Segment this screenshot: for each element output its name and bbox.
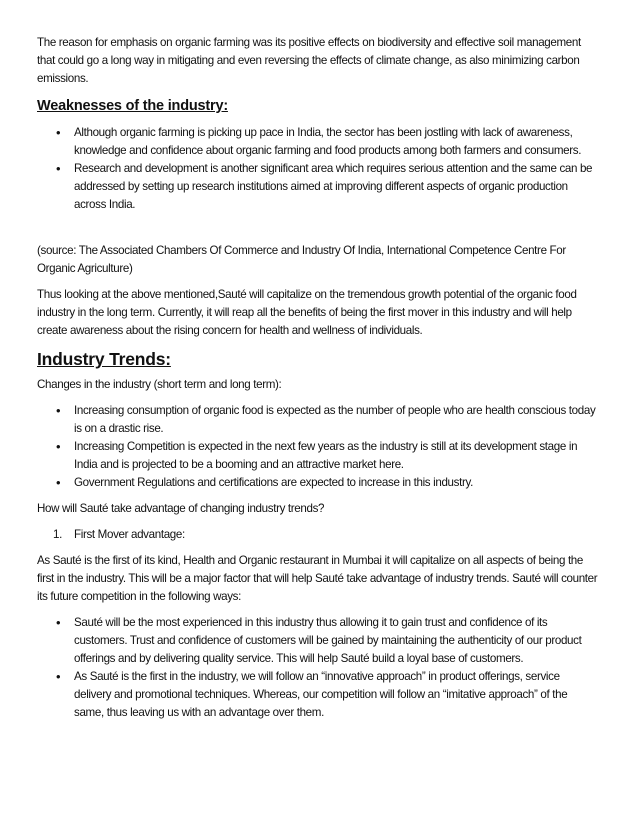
summary-paragraph: Thus looking at the above mentioned,Sauté will capitalize on the tremendous growth potential of the organic food industry in the long term. Currently, it will reap all the benefits of being the first mover in this industry and will help create awareness about the rising concern for health and wellness of individuals. (37, 288, 577, 337)
item-text: First Mover advantage: (74, 528, 185, 541)
item-number: 1. (53, 528, 62, 541)
spacer (37, 222, 598, 242)
list-item: • As Sauté is the first in the industry, we will follow an “innovative approach” in product offerings, service delivery and promotional techniques. Whereas, our competition will follow an “imitative approach” of the same, thus leaving us with an advantage over them. (37, 668, 598, 722)
trends-list (37, 402, 598, 492)
source-paragraph: (source: The Associated Chambers Of Commerce and Industry Of India, International Competence Centre For Organic Agriculture) (37, 244, 566, 275)
intro-paragraph: The reason for emphasis on organic farming was its positive effects on biodiversity and effective soil management that could go a long way in mitigating and even reversing the effects of climate change, as also minimizing carbon emissions. (37, 36, 581, 85)
list-item: • Although organic farming is picking up pace in India, the sector has been jostling with lack of awareness, knowledge and confidence about organic farming and food products among both farmers and consumers. (37, 124, 598, 160)
list-item: • Sauté will be the most experienced in this industry thus allowing it to gain trust and confidence of its customers. Trust and confidence of customers will be gained by maintaining the authenticity of our product offerings and by delivering quality service. This will help Sauté build a loyal base of customers. (37, 614, 598, 668)
list-item: • Increasing consumption of organic food is expected as the number of people who are health conscious today is on a drastic rise. (37, 402, 598, 438)
list-item: • Research and development is another significant area which requires serious attention and the same can be addressed by setting up research institutions aimed at improving different aspects of organic production across India. (37, 160, 598, 214)
weaknesses-heading: Weaknesses of the industry: (37, 98, 228, 114)
numbered-list (37, 526, 598, 544)
list-item: • Increasing Competition is expected in the next few years as the industry is still at its development stage in India and is projected to be a booming and an attractive market here. (37, 438, 598, 474)
first-mover-paragraph: As Sauté is the first of its kind, Health and Organic restaurant in Mumbai it will capitalize on all aspects of being the first in the industry. This will be a major factor that will help Sauté take advantage of industry trends. Sauté will counter its future competition in the following ways: (37, 554, 598, 603)
ways-list (37, 614, 598, 722)
trends-heading: Industry Trends: (37, 349, 171, 369)
list-item: • Government Regulations and certifications are expected to increase in this industry. (37, 474, 598, 492)
numbered-item (37, 526, 598, 544)
trends-question: How will Sauté take advantage of changing industry trends? (37, 502, 325, 515)
weaknesses-list (37, 124, 598, 214)
trends-intro: Changes in the industry (short term and long term): (37, 378, 282, 391)
